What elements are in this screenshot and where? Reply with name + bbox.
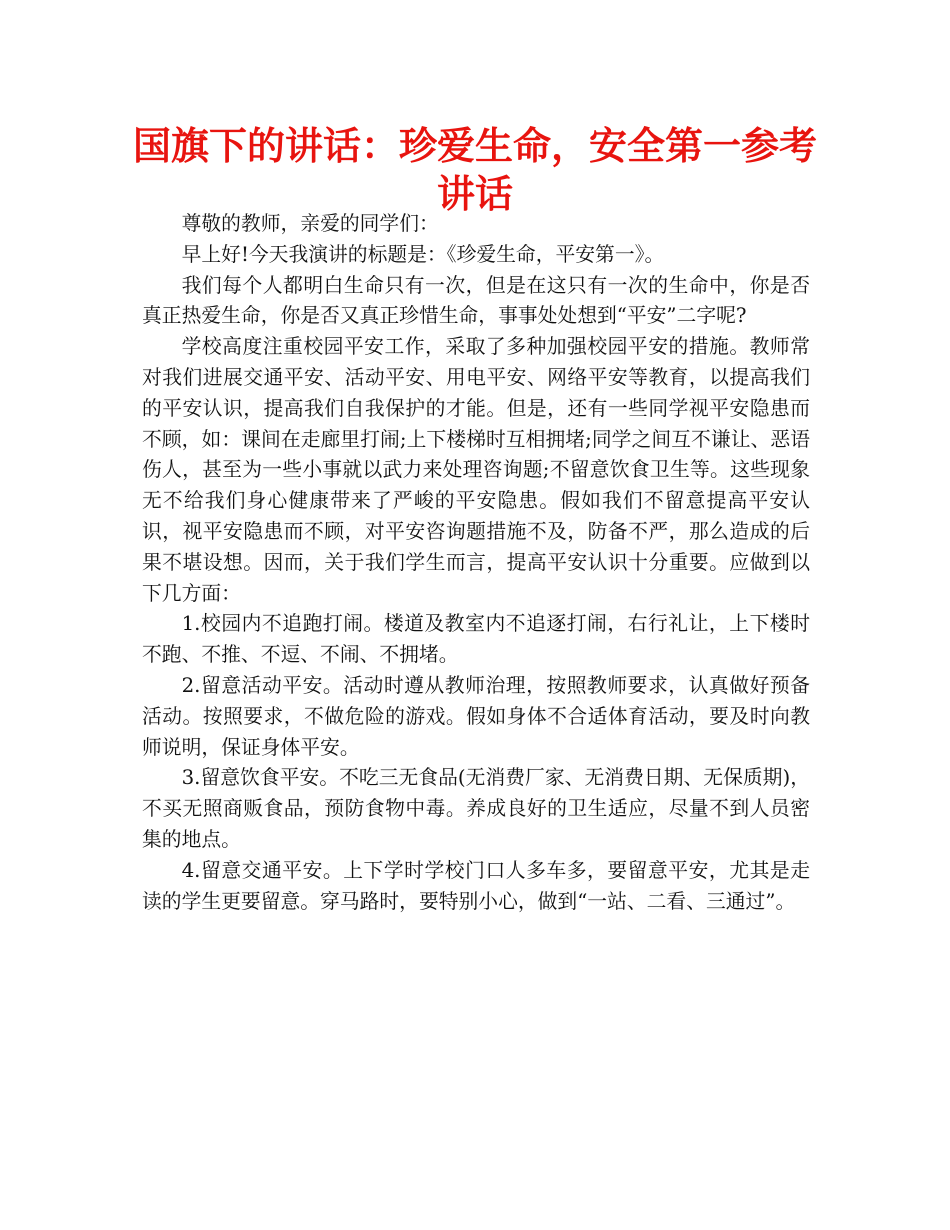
paragraph-item-2: 2.留意活动平安。活动时遵从教师治理，按照教师要求，认真做好预备活动。按照要求，不做危险的游戏。假如身体不合适体育活动，要及时向教师说明，保证身体平安。 (142, 673, 810, 759)
paragraph-greeting: 尊敬的教师，亲爱的同学们： (181, 212, 439, 235)
paragraph-item-3: 3.留意饮食平安。不吃三无食品(无消费厂家、无消费日期、无保质期)，不买无照商贩食品，预防食物中毒。养成良好的卫生适应，尽量不到人员密集的地点。 (142, 766, 810, 851)
paragraph-opening: 早上好!今天我演讲的标题是：《珍爱生命，平安第一》。 (181, 242, 665, 266)
document-body (142, 209, 810, 917)
paragraph-life: 我们每个人都明白生命只有一次，但是在这只有一次的生命中，你是否真正热爱生命，你是否又真正珍惜生命，事事处处想到“平安”二字呢? (142, 273, 810, 328)
paragraph-item-1: 1.校园内不追跑打闹。楼道及教室内不追逐打闹，右行礼让，上下楼时不跑、不推、不逗、不闹、不拥堵。 (142, 612, 810, 667)
paragraph-school-safety: 学校高度注重校园平安工作，采取了多种加强校园平安的措施。教师常对我们进展交通平安、活动平安、用电平安、网络平安等教育，以提高我们的平安认识，提高我们自我保护的才能。但是，还有一些同学视平安隐患而不顾，如：课间在走廊里打闹;上下楼梯时互相拥堵;同学之间互不谦让、恶语伤人，甚至为一些小事就以武力来处理咨询题;不留意饮食卫生等。这些现象无不给我们身心健康带来了严峻的平安隐患。假如我们不留意提高平安认识，视平安隐患而不顾，对平安咨询题措施不及，防备不严，那么造成的后果不堪设想。因而，关于我们学生而言，提高平安认识十分重要。应做到以下几方面： (142, 335, 810, 605)
paragraph-item-4: 4.留意交通平安。上下学时学校门口人多车多，要留意平安，尤其是走读的学生更要留意。穿马路时，要特别小心，做到“一站、二看、三通过”。 (142, 858, 810, 913)
document-title: 国旗下的讲话：珍爱生命，安全第一参考讲话 (132, 124, 817, 216)
